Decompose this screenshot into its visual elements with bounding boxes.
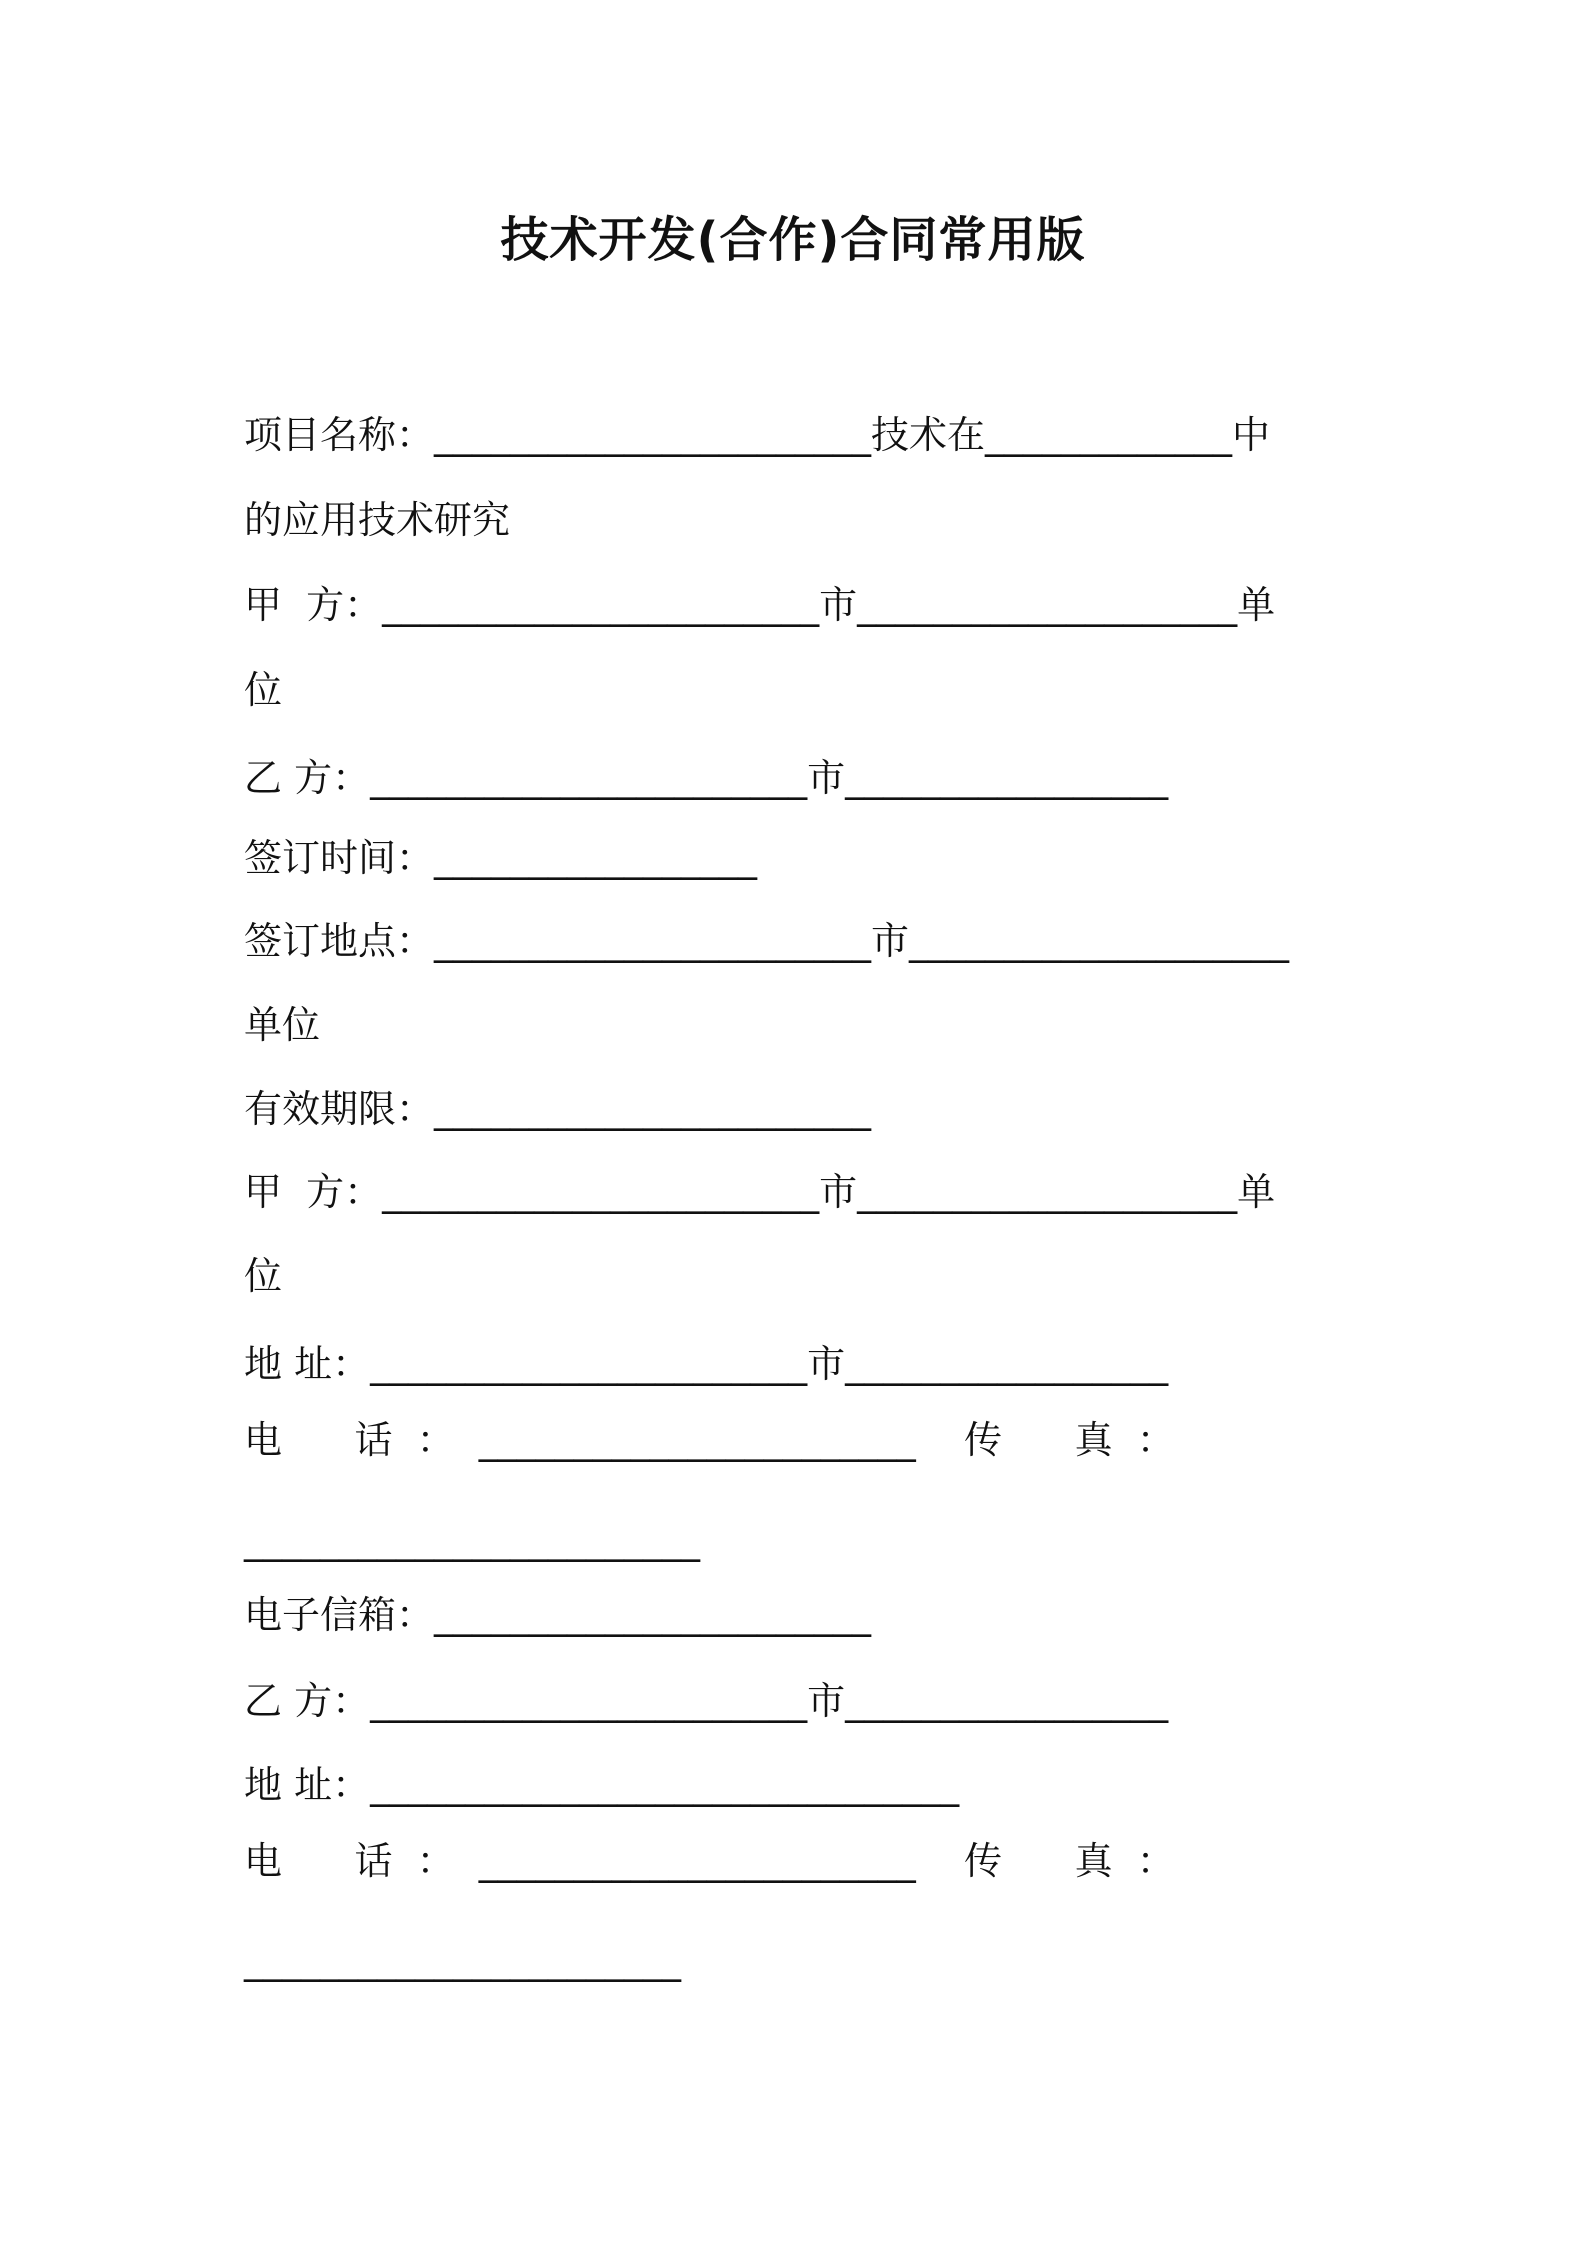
- party-b-phone-fax-line: 电 话 ： _______________________ 传 真 ：: [244, 1839, 1175, 1883]
- signing-time-line: 签订时间：_________________: [244, 836, 758, 880]
- party-b-address-line: 地 址：_______________________________: [244, 1763, 960, 1807]
- party-a-fax-continued: ________________________: [244, 1518, 700, 1562]
- party-a-phone-fax-line: 电 话 ： _______________________ 传 真 ：: [244, 1418, 1175, 1462]
- party-b-fax-continued: _______________________: [244, 1938, 681, 1982]
- project-name-continued: 的应用技术研究: [244, 498, 511, 542]
- party-a-email-line: 电子信箱：_______________________: [244, 1593, 872, 1637]
- signing-place-line: 签订地点：_______________________市____________________: [244, 919, 1290, 963]
- party-b-info-line: 乙 方：_______________________市_________________: [244, 1679, 1169, 1723]
- party-a-address-line: 地 址：_______________________市_________________: [244, 1342, 1169, 1386]
- signing-place-continued: 单位: [244, 1003, 321, 1047]
- document-title: 技术开发(合作)合同常用版: [500, 212, 1086, 268]
- party-a-info-line: 甲 方：_______________________市____________________单: [244, 1170, 1276, 1214]
- project-name-line: 项目名称：_______________________技术在_____________中: [244, 413, 1271, 457]
- validity-period-line: 有效期限：_______________________: [244, 1087, 872, 1131]
- party-b-line: 乙 方：_______________________市_________________: [244, 756, 1169, 800]
- party-a-line: 甲 方：_______________________市____________________单: [244, 583, 1276, 627]
- party-a-continued: 位: [244, 668, 283, 712]
- party-a-info-continued: 位: [244, 1254, 283, 1298]
